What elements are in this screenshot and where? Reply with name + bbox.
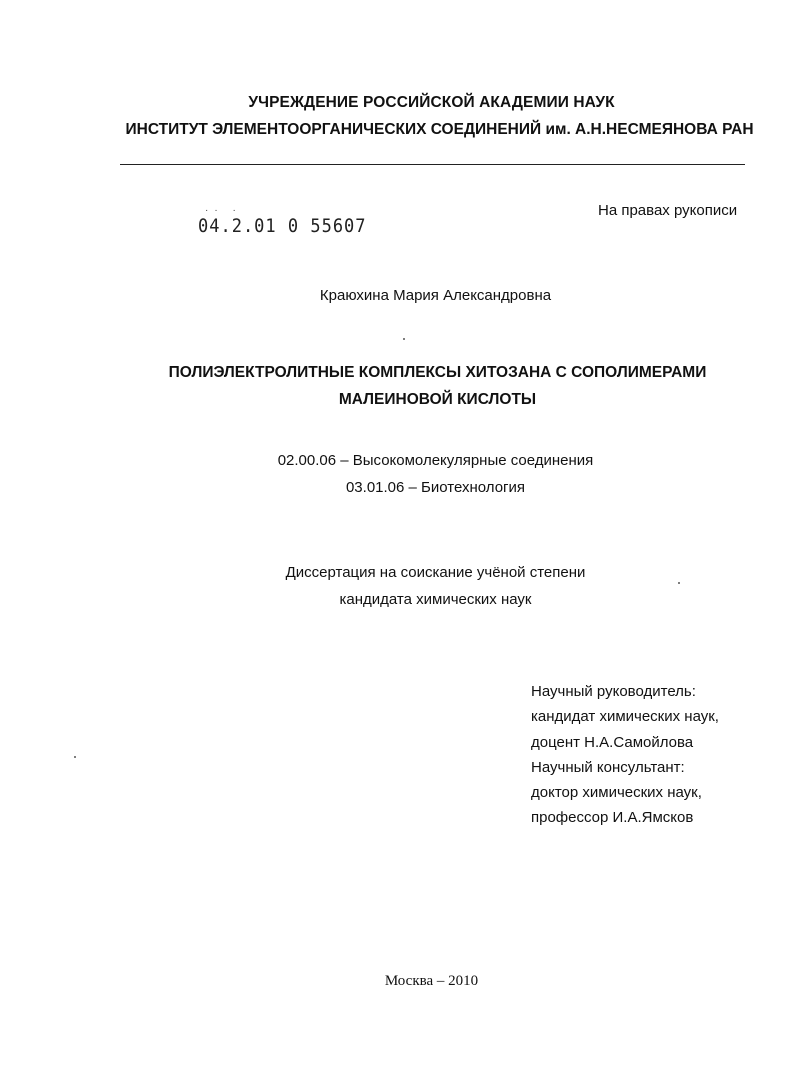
- degree-statement-line-2: кандидата химических наук: [339, 591, 532, 608]
- header-divider: [120, 164, 745, 165]
- consultant-line-3: профессор И.А.Ямсков: [531, 809, 694, 826]
- author-name: Краюхина Мария Александровна: [319, 287, 552, 304]
- supervisor-line-1: Научный руководитель:: [531, 683, 696, 700]
- scan-speck: [403, 338, 405, 340]
- stamp-dots: ·· ·: [205, 205, 242, 216]
- manuscript-rights-label: На правах рукописи: [598, 202, 738, 219]
- consultant-line-2: доктор химических наук,: [531, 784, 702, 801]
- dissertation-title-line-1: ПОЛИЭЛЕКТРОЛИТНЫЕ КОМПЛЕКСЫ ХИТОЗАНА С СОПОЛИМЕРАМИ: [168, 364, 707, 381]
- institution-name-line-1: УЧРЕЖДЕНИЕ РОССИЙСКОЙ АКАДЕМИИ НАУК: [248, 94, 615, 111]
- scan-speck: [678, 582, 680, 584]
- degree-statement-line-1: Диссертация на соискание учёной степени: [285, 564, 586, 581]
- consultant-line-1: Научный консультант:: [531, 759, 685, 776]
- dissertation-title-line-2: МАЛЕИНОВОЙ КИСЛОТЫ: [338, 391, 537, 408]
- registration-stamp-number: 04.2.01 0 55607: [198, 215, 367, 238]
- specialty-2: 03.01.06 – Биотехнология: [345, 479, 526, 496]
- supervisor-line-2: кандидат химических наук,: [531, 708, 719, 725]
- supervisor-line-3: доцент Н.А.Самойлова: [531, 734, 694, 751]
- city-and-year: Москва – 2010: [384, 973, 479, 989]
- scan-speck: [74, 756, 76, 758]
- specialty-1: 02.00.06 – Высокомолекулярные соединения: [277, 452, 594, 469]
- institution-name-line-2: ИНСТИТУТ ЭЛЕМЕНТООРГАНИЧЕСКИХ СОЕДИНЕНИЙ им. А.Н.НЕСМЕЯНОВА РАН: [125, 121, 754, 138]
